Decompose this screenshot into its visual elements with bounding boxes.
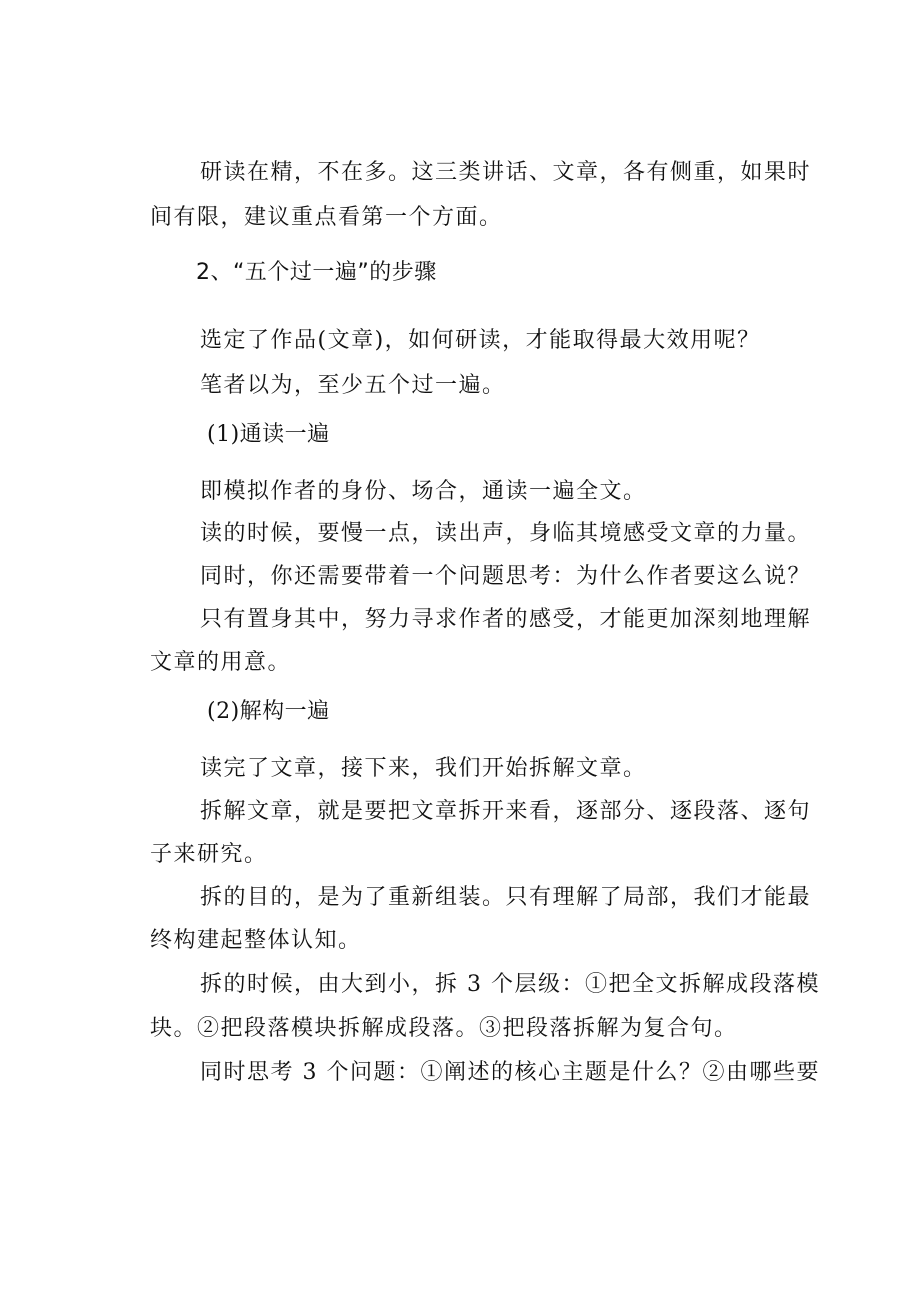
paragraph-line: 笔者以为，至少五个过一遍。 [200,373,506,398]
subsection-heading: (1)通读一遍 [207,422,330,447]
paragraph-line: 同时思考 3 个问题：①阐述的核心主题是什么？②由哪些要 [200,1060,820,1085]
subsection-heading: (2)解构一遍 [207,699,330,724]
paragraph-line: 终构建起整体认知。 [150,928,362,953]
paragraph-line: 读完了文章，接下来，我们开始拆解文章。 [200,756,647,781]
paragraph-line: 同时，你还需要带着一个问题思考：为什么作者要这么说？ [200,564,812,589]
paragraph-line: 读的时候，要慢一点，读出声，身临其境感受文章的力量。 [200,521,812,546]
section-heading: 2、“五个过一遍”的步骤 [196,260,437,285]
paragraph-line: 拆解文章，就是要把文章拆开来看，逐部分、逐段落、逐句 [200,799,812,824]
paragraph-line: 只有置身其中，努力寻求作者的感受，才能更加深刻地理解 [200,607,812,632]
paragraph-line: 块。②把段落模块拆解成段落。③把段落拆解为复合句。 [150,1016,738,1041]
paragraph-line: 选定了作品(文章)，如何研读，才能取得最大效用呢？ [200,328,761,353]
paragraph-line: 研读在精，不在多。这三类讲话、文章，各有侧重，如果时 [200,160,812,185]
paragraph-line: 文章的用意。 [150,650,292,675]
paragraph-line: 间有限，建议重点看第一个方面。 [150,205,503,230]
paragraph-line: 拆的时候，由大到小，拆 3 个层级：①把全文拆解成段落模 [200,972,820,997]
paragraph-line: 即模拟作者的身份、场合，通读一遍全文。 [200,479,647,504]
paragraph-line: 子来研究。 [150,842,268,867]
paragraph-line: 拆的目的，是为了重新组装。只有理解了局部，我们才能最 [200,885,812,910]
